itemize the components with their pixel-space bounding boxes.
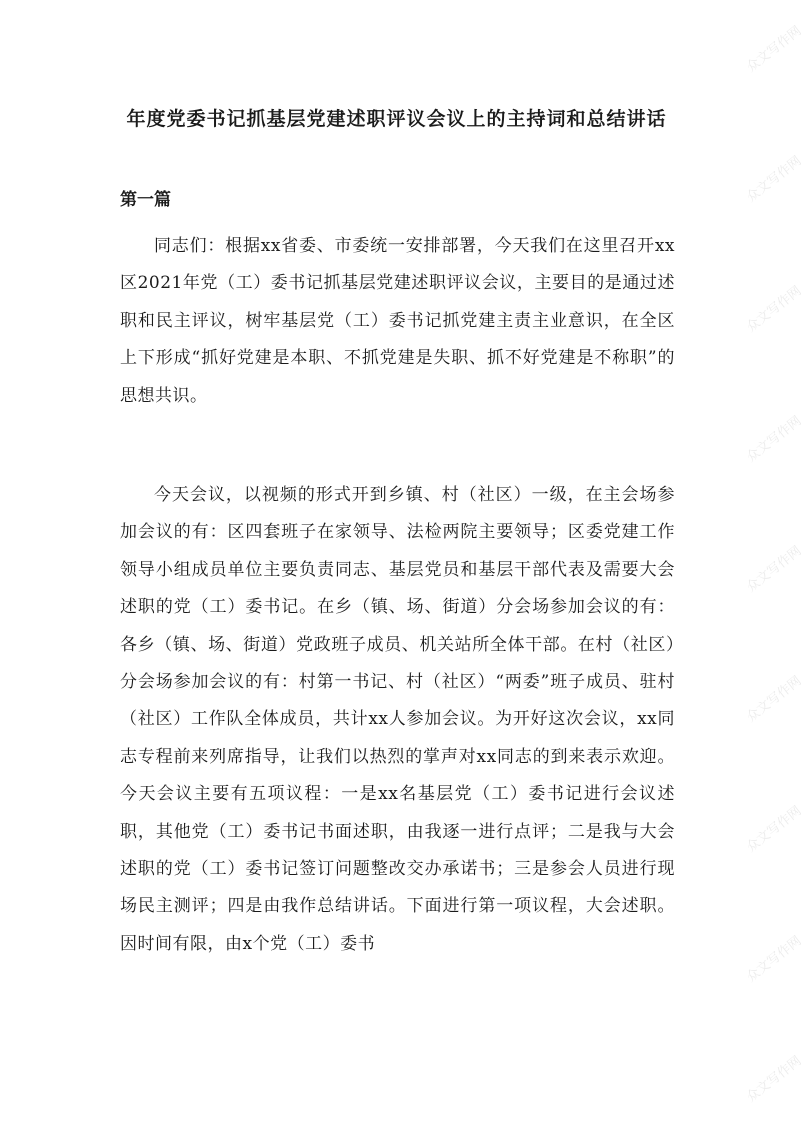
document-title: 年度党委书记抓基层党建述职评议会议上的主持词和总结讲话 bbox=[126, 108, 667, 130]
watermark: 众文写作网 bbox=[743, 23, 804, 76]
watermark: 众文写作网 bbox=[743, 283, 804, 336]
watermark: 众文写作网 bbox=[743, 413, 804, 466]
paragraph-2: 今天会议，以视频的形式开到乡镇、村（社区）一级，在主会场参加会议的有：区四套班子在家领导、法检两院主要领导；区委党建工作领导小组成员单位主要负责同志、基层党员和基层干部代表及需要大会述职的党（工）委书记。在乡（镇、场、街道）分会场参加会议的有：各乡（镇、场、街道）党政班子成员、机关站所全体干部。在村（社区）分会场参加会议的有：村第一书记、村（社区）“两委”班子成员、驻村（社区）工作队全体成员，共计xx人参加会议。为开好这次会议，xx同志专程前来列席指导，让我们以热烈的掌声对xx同志的到来表示欢迎。今天会议主要有五项议程：一是xx名基层党（工）委书记进行会议述职，其他党（工）委书记书面述职，由我逐一进行点评；二是我与大会述职的党（工）委书记签订问题整改交办承诺书；三是参会人员进行现场民主测评；四是由我作总结讲话。下面进行第一项议程，大会述职。因时间有限，由x个党（工）委书 bbox=[120, 485, 675, 954]
paragraph-1: 同志们：根据xx省委、市委统一安排部署，今天我们在这里召开xx区2021年党（工）委书记抓基层党建述职评议会议，主要目的是通过述职和民主评议，树牢基层党（工）委书记抓党建主责主业意识，在全区上下形成“抓好党建是本职、不抓党建是失职、抓不好党建是不称职”的思想共识。 bbox=[120, 236, 675, 406]
watermark: 众文写作网 bbox=[743, 1053, 804, 1106]
watermark: 众文写作网 bbox=[743, 543, 804, 596]
watermark: 众文写作网 bbox=[743, 673, 804, 726]
watermark: 众文写作网 bbox=[743, 153, 804, 206]
watermark: 众文写作网 bbox=[743, 933, 804, 986]
section-heading: 第一篇 bbox=[120, 190, 171, 210]
watermark: 众文写作网 bbox=[743, 803, 804, 856]
